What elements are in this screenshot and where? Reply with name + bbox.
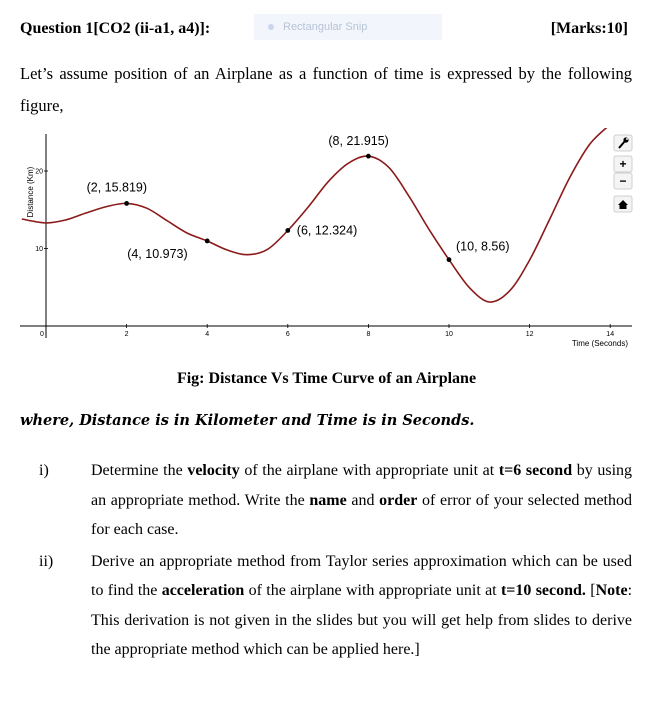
data-point	[205, 239, 210, 244]
question-text: by using an appropriate method. Write the	[91, 462, 633, 509]
question-text: and	[346, 491, 380, 509]
intro-text: Let’s assume position of an Airplane as a function of time is expressed by the following figure,	[20, 64, 632, 115]
y-tick-label: 10	[35, 246, 43, 253]
graph-toolbar	[614, 135, 632, 212]
question-text: : This derivation is not given in the slides but you will get help from slides to derive the appropriate method which can be applied here.]	[91, 582, 633, 658]
data-point	[366, 154, 371, 159]
question-emphasis: t=6 second	[498, 462, 573, 479]
point-label: (8, 21.915)	[328, 134, 389, 149]
question-text: of error of your selected method for each case.	[91, 491, 632, 538]
snip-label: Rectangular Snip	[283, 21, 368, 33]
units-note: where, Distance is in Kilometer and Time is in Seconds.	[20, 412, 475, 429]
figure-caption: Fig: Distance Vs Time Curve of an Airplane	[176, 370, 477, 387]
x-tick-label: 0	[40, 331, 44, 338]
x-tick-label: 4	[205, 331, 210, 338]
data-point	[447, 257, 452, 262]
question-text: Determine the	[91, 462, 188, 479]
x-axis-label: Time (Seconds)	[571, 339, 628, 348]
snip-icon	[268, 24, 274, 30]
zoom-out-label: −	[619, 174, 627, 188]
question-item	[20, 456, 632, 545]
zoom-out-button[interactable]	[614, 173, 632, 189]
question-emphasis: order	[379, 491, 418, 509]
x-tick-label: 8	[366, 331, 371, 338]
point-label: (6, 12.324)	[296, 223, 358, 238]
question-number: ii)	[39, 552, 54, 570]
x-tick-label: 12	[525, 331, 534, 338]
settings-button[interactable]	[614, 135, 632, 151]
data-point	[124, 201, 129, 206]
question-header	[20, 14, 634, 40]
zoom-in-label: +	[619, 157, 627, 171]
question-text: of the airplane with appropriate unit at	[244, 582, 501, 599]
intro-paragraph	[20, 58, 632, 122]
point-label: (10, 8.56)	[456, 239, 510, 254]
x-tick-label: 10	[445, 331, 453, 338]
point-label: (2, 15.819)	[86, 180, 148, 195]
distance-time-chart[interactable]	[0, 128, 653, 353]
marks-label: [Marks:10]	[550, 20, 628, 37]
rectangular-snip-overlay[interactable]	[254, 14, 442, 40]
question-emphasis: velocity	[187, 462, 240, 479]
zoom-in-button[interactable]	[614, 156, 632, 172]
question-number: i)	[39, 462, 49, 479]
distance-curve	[22, 128, 610, 302]
question-emphasis: Note	[595, 582, 628, 599]
question-list	[20, 456, 632, 667]
y-tick-label: 20	[35, 168, 43, 176]
question-emphasis: t=10 second.	[500, 582, 586, 599]
y-axis-label: Distance (Km)	[26, 166, 35, 218]
question-emphasis: name	[309, 491, 347, 509]
question-text: [	[585, 582, 596, 599]
question-text: Derive an appropriate method from Taylor series approximation which can be used to find the	[91, 552, 632, 599]
x-tick-label: 6	[285, 331, 290, 338]
question-item	[20, 547, 632, 665]
question-text: of the airplane with appropriate unit at	[239, 462, 499, 479]
x-tick-label: 2	[124, 331, 129, 338]
data-points	[87, 134, 510, 262]
data-point	[285, 228, 290, 233]
question-title: Question 1[CO2 (ii-a1, a4)]:	[20, 20, 211, 37]
question-emphasis: acceleration	[161, 582, 245, 599]
x-tick-label: 14	[606, 331, 615, 338]
point-label: (4, 10.973)	[127, 246, 188, 261]
home-button[interactable]	[614, 196, 632, 212]
